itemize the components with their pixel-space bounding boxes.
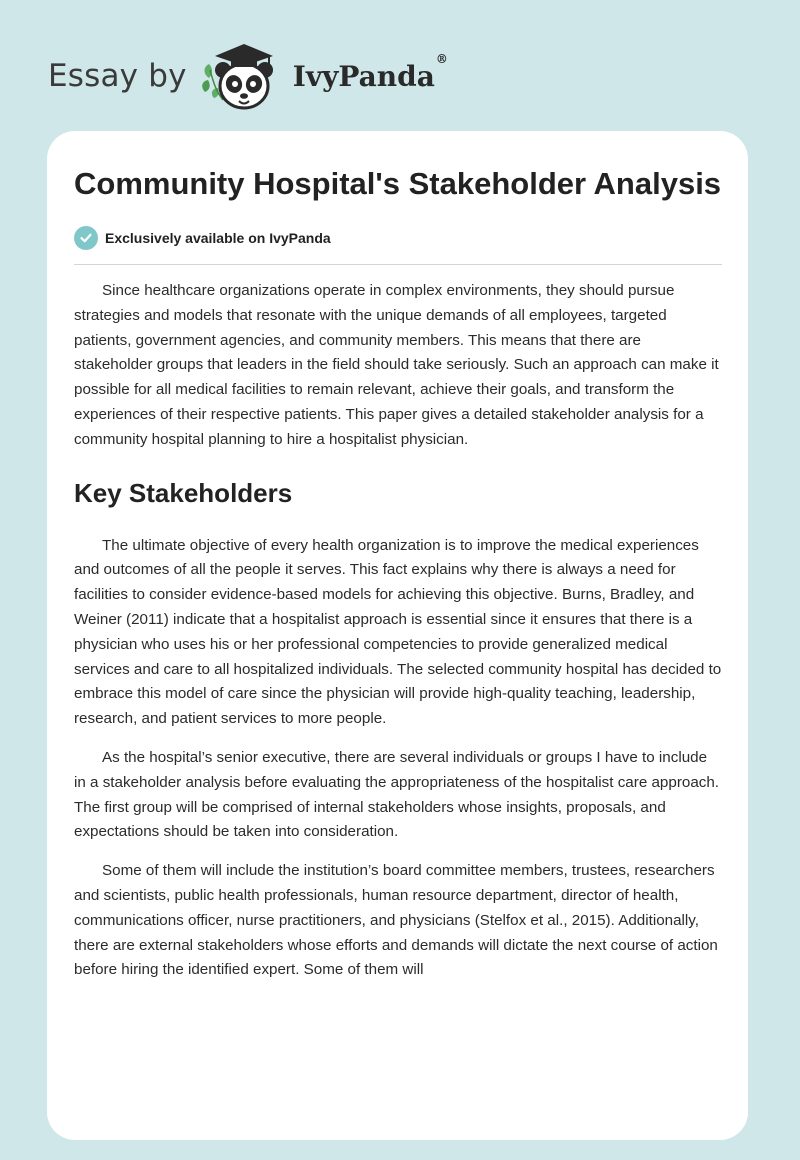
exclusive-badge [74,225,722,251]
paragraph-executive: As the hospital’s senior executive, there are several individuals or groups I have to include in a stakeholder analysis before evaluating the appropriateness of the hospitalist care approach. The first group will be comprised of internal stakeholders whose insights, proposals, and expectations should be taken into consideration. [74,748,720,841]
essay-by-label: Essay by [48,58,187,94]
brand-name[interactable]: IvyPanda® [292,52,448,93]
site-header [48,34,448,114]
paragraph-objective: The ultimate objective of every health organization is to improve the medical experiences and outcomes of all the people it serves. This fact explains why there is always a need for facilities to consider evidence-based models for achieving this objective. Burns, Bradley, and Weiner (2011) indicate that a hospitalist approach is essential since it ensures that there is a physician who uses his or her professional competencies to provide generalized medical services and care to all hospitalized individuals. The selected community hospital has decided to embrace this model of care since the physician will provide high-quality teaching, leadership, research, and patient services to more people. [74,536,722,728]
section-heading: Key Stakeholders [74,477,293,508]
paragraph-intro: Since healthcare organizations operate in complex environments, they should pursue strategies and models that resonate with the unique demands of all employees, targeted patients, government agencies, and community members. This means that there are stakeholder groups that leaders in the field should take seriously. Such an approach can make it possible for all medical facilities to remain relevant, achieve their goals, and transform the experiences of their respective patients. This paper gives a detailed stakeholder analysis for a community hospital planning to hire a hospitalist physician. [74,282,719,448]
title-divider [74,264,722,265]
check-icon [74,226,98,250]
exclusive-label: Exclusively available on IvyPanda [105,230,331,246]
panda-logo-icon[interactable] [201,34,287,114]
registered-mark: ® [435,52,448,67]
article-card [47,131,748,1140]
article-title: Community Hospital's Stakeholder Analysis [74,166,722,201]
paragraph-stakeholders: Some of them will include the institution’s board committee members, trustees, researchers and scientists, public health professionals, human resource department, director of health, communications officer, nurse practitioners, and physicians (Stelfox et al., 2015). Additionally, there are external stakeholders whose efforts and demands will dictate the next course of action before hiring the identified expert. Some of them will [74,862,718,979]
